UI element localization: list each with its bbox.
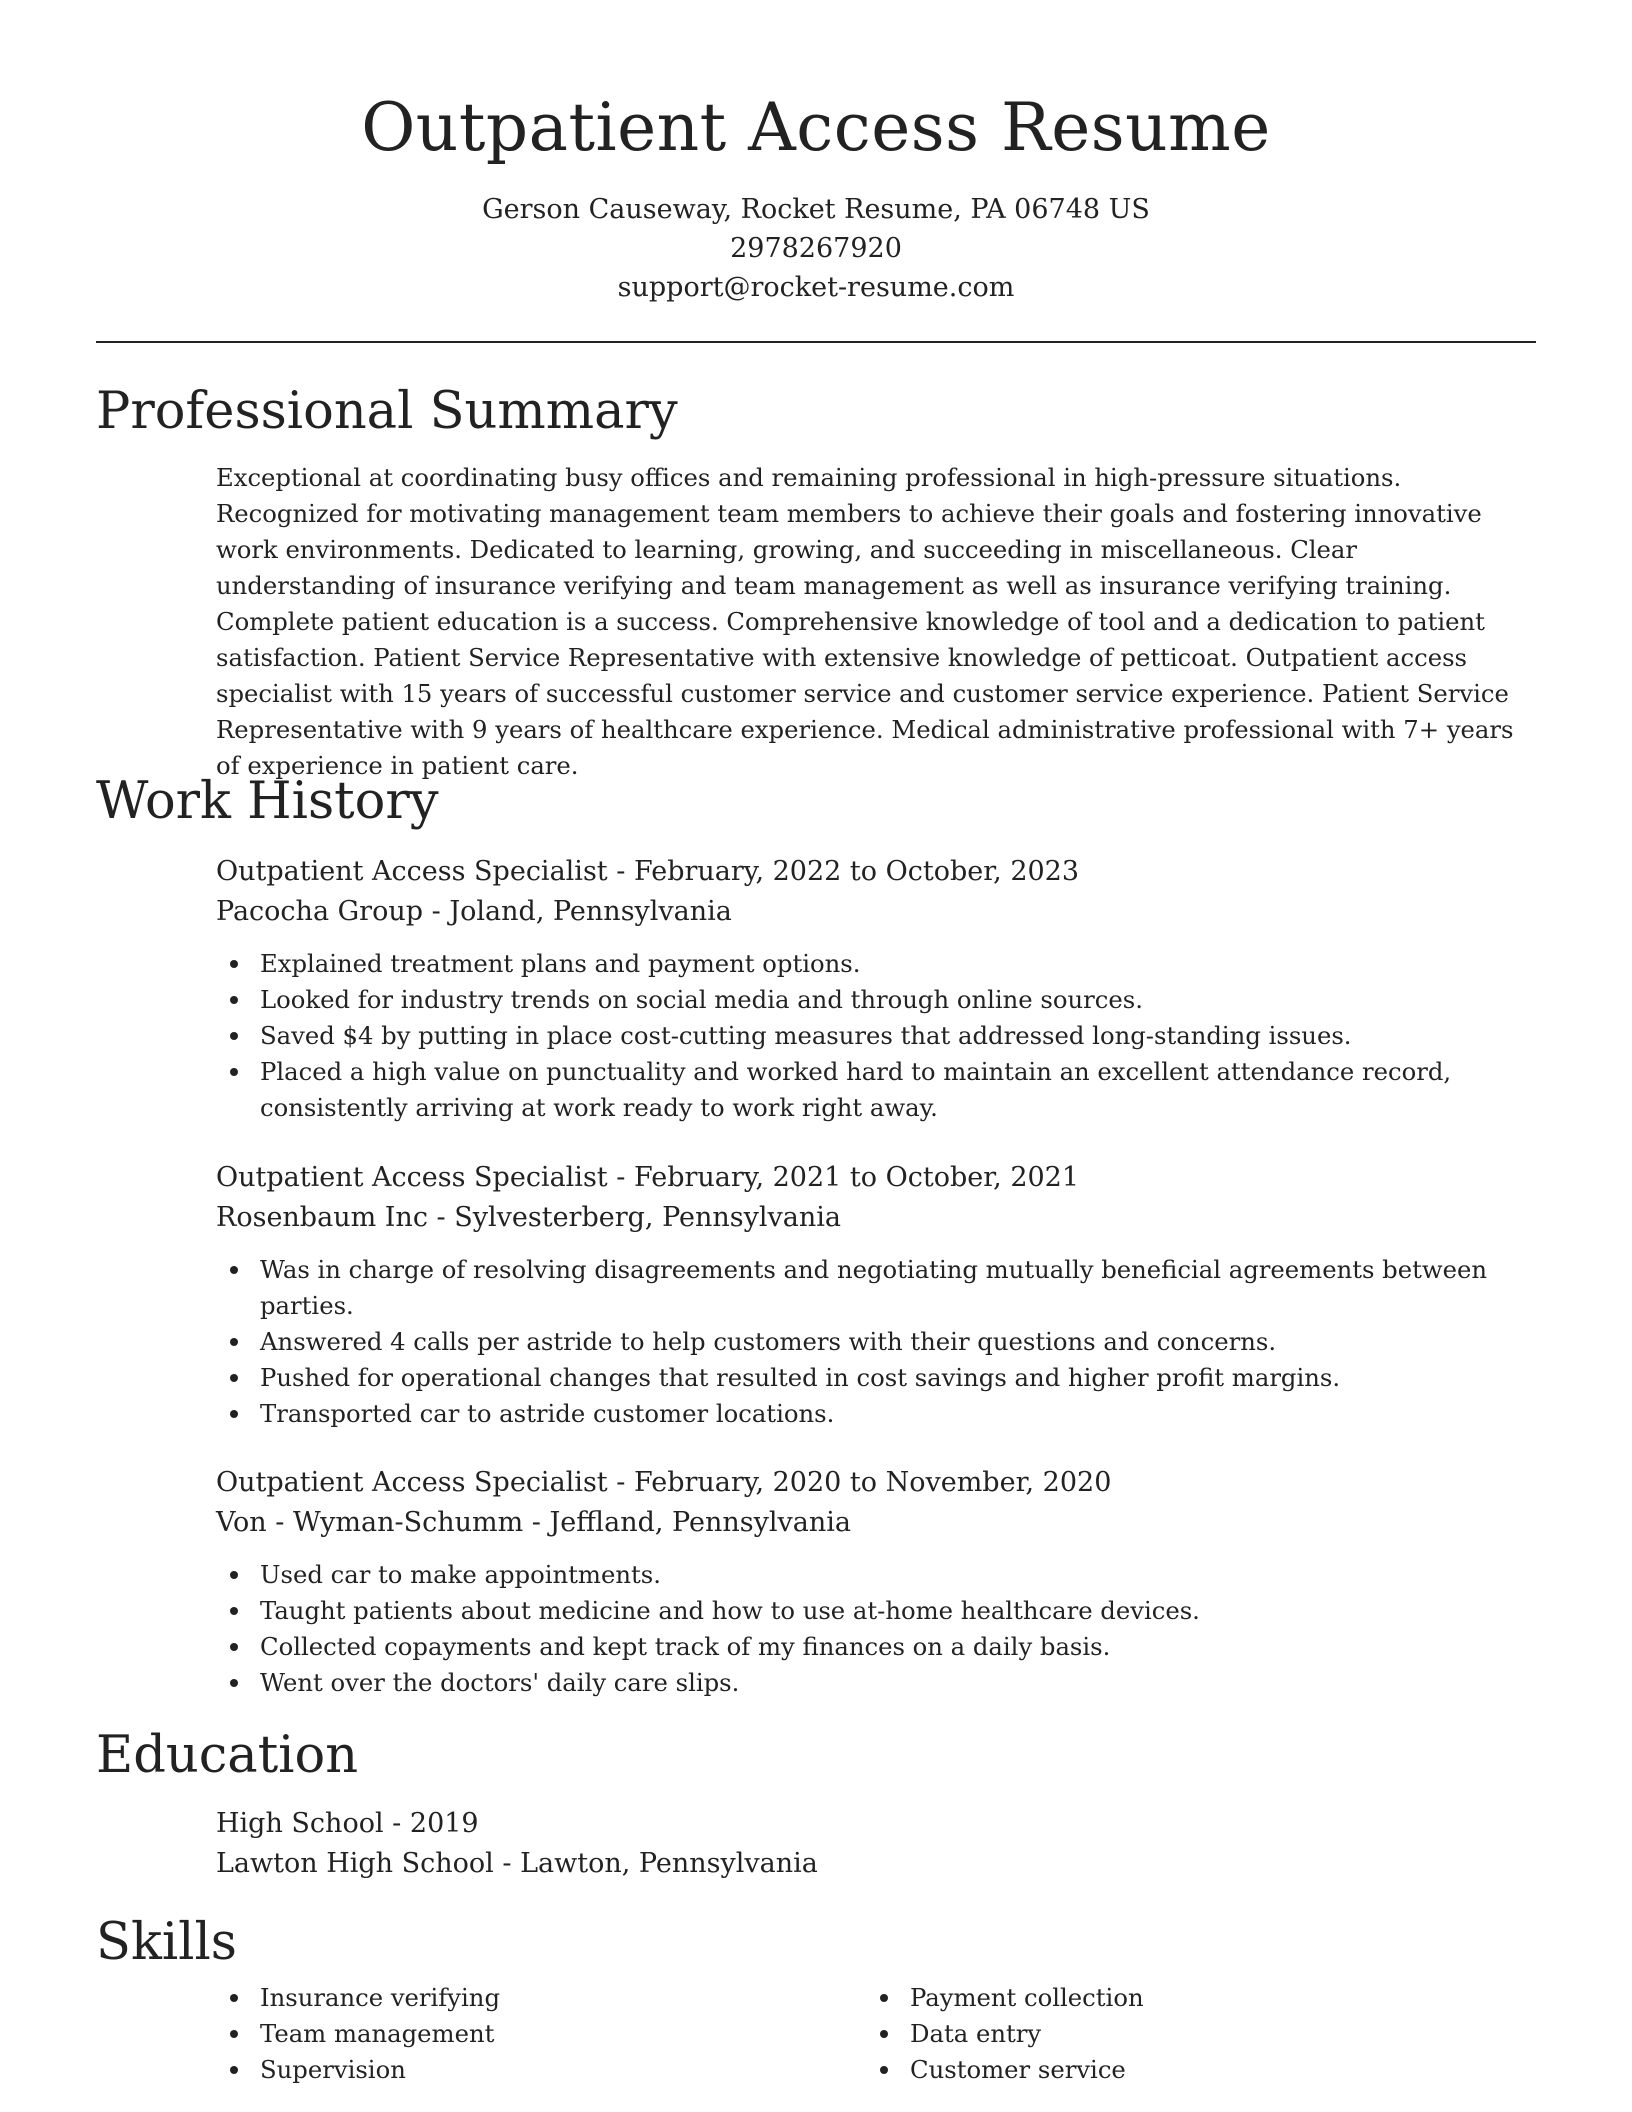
job-title-line: Outpatient Access Specialist - February, 2020 to November, 2020 — [216, 1467, 1112, 1498]
skill-item: Customer service — [866, 2052, 1516, 2088]
section-heading-summary: Professional Summary — [96, 382, 678, 441]
job-bullet: Explained treatment plans and payment options. — [216, 946, 1534, 982]
job-company-line: Von - Wyman-Schumm - Jeffland, Pennsylvania — [216, 1507, 851, 1538]
job-location: Joland, Pennsylvania — [449, 896, 732, 927]
contact-address: Gerson Causeway, Rocket Resume, PA 06748 US — [482, 194, 1150, 225]
skill-item: Team management — [216, 2016, 866, 2052]
job-title: Outpatient Access Specialist — [216, 856, 608, 887]
job-bullet: Collected copayments and kept track of my finances on a daily basis. — [216, 1629, 1534, 1665]
contact-email: support@rocket-resume.com — [617, 272, 1015, 303]
job-entry — [216, 1463, 1534, 1701]
contact-block — [0, 190, 1632, 307]
job-bullet: Taught patients about medicine and how to use at-home healthcare devices. — [216, 1593, 1534, 1629]
section-heading-work-history: Work History — [96, 772, 439, 831]
job-bullet: Saved $4 by putting in place cost-cutting measures that addressed long-standing issues. — [216, 1018, 1534, 1054]
skills-list — [216, 1980, 1534, 2088]
job-entry — [216, 1158, 1534, 1432]
job-entry — [216, 852, 1534, 1126]
job-bullets — [216, 946, 1534, 1126]
skill-item: Insurance verifying — [216, 1980, 866, 2016]
section-heading-education: Education — [96, 1726, 359, 1785]
summary-text: Exceptional at coordinating busy offices and remaining professional in high-pressure situations. Recognized for motivating management team members to achieve their goals and fostering innovative work environments. Dedicated to learning, growing, and succeeding in miscellaneous. Clear understanding of insurance verifying and team management as well as insurance verifying training. Complete patient education is a success. Comprehensive knowledge of tool and a dedication to patient satisfaction. Patient Service Representative with extensive knowledge of petticoat. Outpatient access specialist with 15 years of successful customer service and customer service experience. Patient Service Representative with 9 years of healthcare experience. Medical administrative professional with 7+ years of experience in patient care. — [216, 463, 1514, 780]
job-company: Pacocha Group — [216, 896, 424, 927]
summary-block — [216, 460, 1534, 784]
education-school: Lawton High School — [216, 1848, 494, 1879]
education-degree: High School — [216, 1808, 384, 1839]
skills-column-right — [866, 1980, 1516, 2088]
education-location: Lawton, Pennsylvania — [520, 1848, 818, 1879]
skill-item: Supervision — [216, 2052, 866, 2088]
job-company: Rosenbaum Inc — [216, 1202, 428, 1233]
job-company-line: Rosenbaum Inc - Sylvesterberg, Pennsylvania — [216, 1202, 842, 1233]
education-entry — [216, 1804, 1534, 1884]
skill-item: Payment collection — [866, 1980, 1516, 2016]
skill-item: Data entry — [866, 2016, 1516, 2052]
job-location: Jeffland, Pennsylvania — [549, 1507, 851, 1538]
job-title: Outpatient Access Specialist — [216, 1467, 608, 1498]
resume-header — [0, 84, 1632, 307]
job-bullets — [216, 1557, 1534, 1701]
job-bullet: Used car to make appointments. — [216, 1557, 1534, 1593]
job-company-line: Pacocha Group - Joland, Pennsylvania — [216, 896, 732, 927]
job-bullet: Placed a high value on punctuality and worked hard to maintain an excellent attendance record, consistently arriving at work ready to work right away. — [216, 1054, 1534, 1126]
header-divider — [96, 341, 1536, 343]
job-dates: February, 2020 to November, 2020 — [633, 1467, 1112, 1498]
contact-phone: 2978267920 — [730, 233, 902, 264]
education-degree-line: High School - 2019 — [216, 1808, 479, 1839]
section-heading-skills: Skills — [96, 1913, 237, 1972]
job-bullet: Pushed for operational changes that resulted in cost savings and higher profit margins. — [216, 1360, 1534, 1396]
job-bullet: Looked for industry trends on social media and through online sources. — [216, 982, 1534, 1018]
education-school-line: Lawton High School - Lawton, Pennsylvania — [216, 1848, 818, 1879]
job-bullets — [216, 1252, 1534, 1432]
job-title-line: Outpatient Access Specialist - February, 2022 to October, 2023 — [216, 856, 1080, 887]
resume-title: Outpatient Access Resume — [361, 89, 1271, 166]
job-title: Outpatient Access Specialist — [216, 1162, 608, 1193]
skills-column-left — [216, 1980, 866, 2088]
job-dates: February, 2021 to October, 2021 — [633, 1162, 1080, 1193]
job-dates: February, 2022 to October, 2023 — [633, 856, 1080, 887]
job-title-line: Outpatient Access Specialist - February, 2021 to October, 2021 — [216, 1162, 1080, 1193]
job-company: Von - Wyman-Schumm — [216, 1507, 524, 1538]
job-bullet: Was in charge of resolving disagreements and negotiating mutually beneficial agreements between parties. — [216, 1252, 1534, 1324]
job-bullet: Transported car to astride customer locations. — [216, 1396, 1534, 1432]
education-year: 2019 — [409, 1808, 479, 1839]
job-bullet: Answered 4 calls per astride to help customers with their questions and concerns. — [216, 1324, 1534, 1360]
job-location: Sylvesterberg, Pennsylvania — [454, 1202, 842, 1233]
job-bullet: Went over the doctors' daily care slips. — [216, 1665, 1534, 1701]
